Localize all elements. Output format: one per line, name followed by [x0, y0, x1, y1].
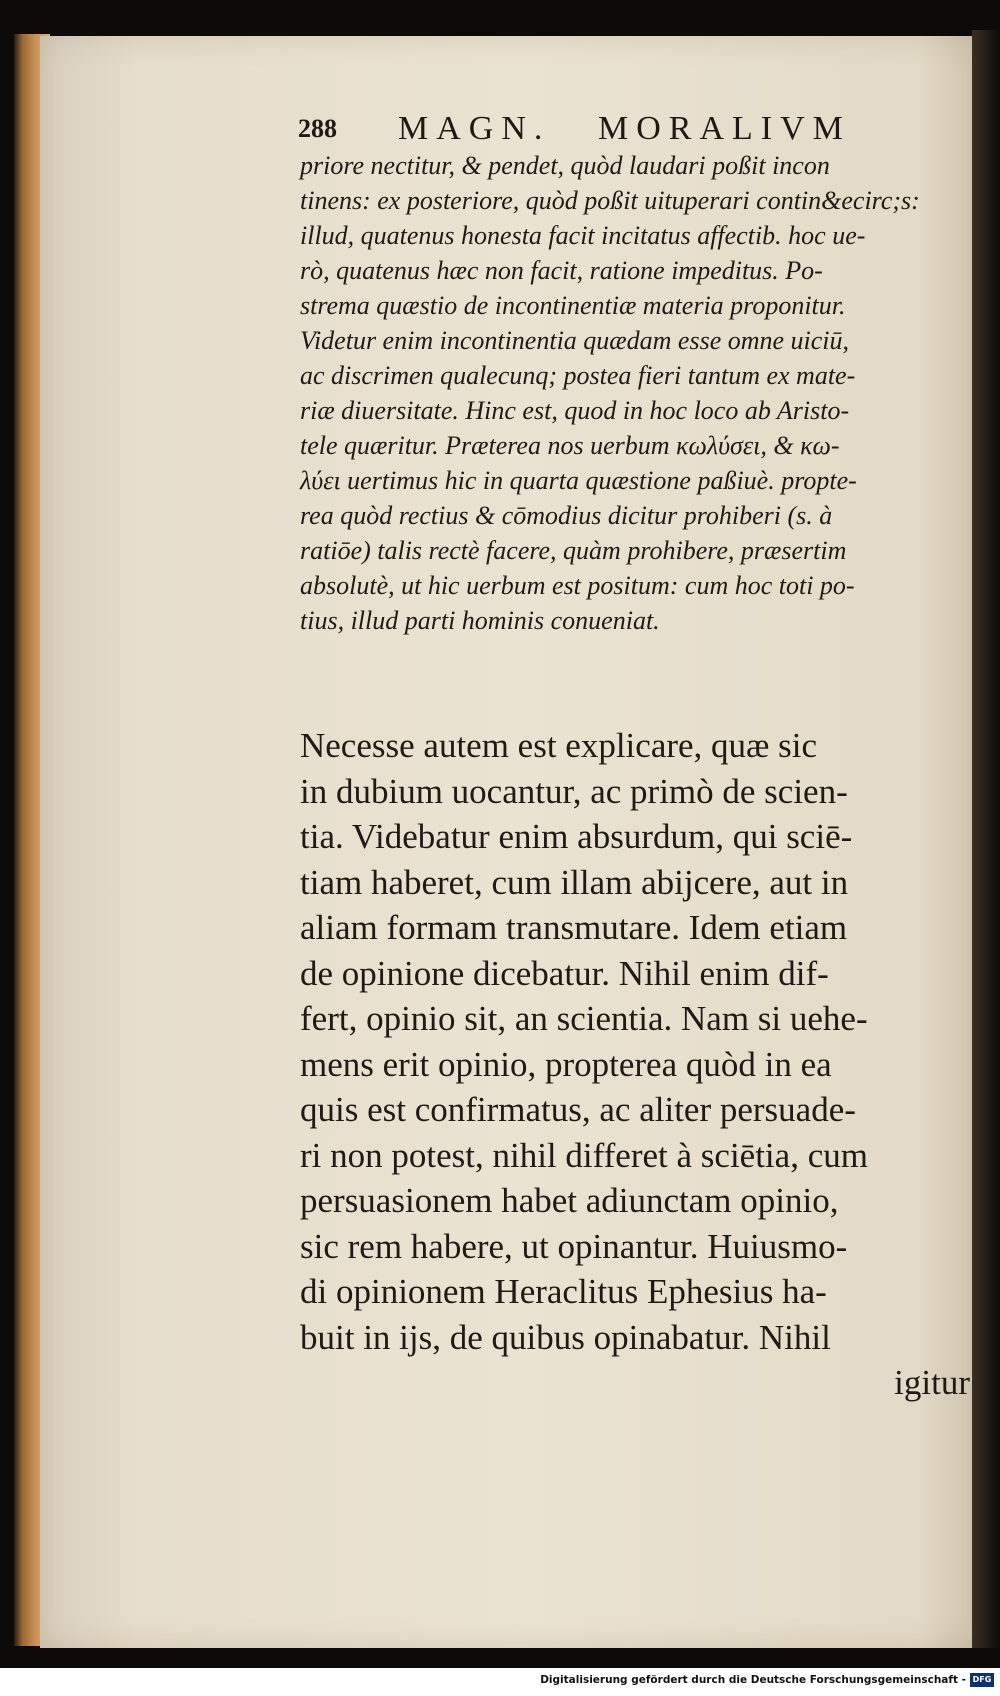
main-text-line: quis est confirmatus, ac aliter persuade-	[300, 1090, 856, 1129]
footer-credit: Digitalisierung gefördert durch die Deutsche Forschungsgemeinschaft -	[540, 1674, 966, 1686]
commentary-line: tius, illud parti hominis conueniat.	[300, 606, 660, 635]
running-title-left: MAGN.	[398, 110, 551, 147]
footer-bar	[0, 1668, 1000, 1696]
commentary-line: illud, quatenus honesta facit incitatus affectib. hoc ue-	[300, 221, 866, 250]
main-text-block	[300, 723, 970, 1406]
commentary-line: ratiōe) talis rectè facere, quàm prohibere, præsertim	[300, 536, 847, 565]
commentary-line: λύει uertimus hic in quarta quæstione paßiuè. propte-	[300, 466, 857, 495]
commentary-line: ac discrimen qualecunq; postea fieri tantum ex mate-	[300, 361, 856, 390]
commentary-line: tele quæritur. Præterea nos uerbum κωλύσει, & κω-	[300, 431, 840, 460]
commentary-line: rò, quatenus hæc non facit, ratione impeditus. Po-	[300, 256, 823, 285]
commentary-line: absolutè, ut hic uerbum est positum: cum hoc toti po-	[300, 571, 855, 600]
main-text-line: in dubium uocantur, ac primò de scien-	[300, 771, 848, 811]
main-text-line: di opinionem Heraclitus Ephesius ha-	[300, 1272, 827, 1311]
main-text-line: mens erit opinio, propterea quòd in ea	[300, 1044, 832, 1084]
dfg-logo: DFG	[970, 1673, 994, 1687]
main-text-line: ri non potest, nihil differet à sciētia, cum	[300, 1135, 868, 1175]
main-text-line: tia. Videbatur enim absurdum, qui sciē-	[300, 817, 853, 856]
main-text-line: aliam formam transmutare. Idem etiam	[300, 908, 848, 947]
main-text-line: buit in ijs, de quibus opinabatur. Nihil	[300, 1317, 831, 1357]
commentary-line: tinens: ex posteriore, quòd poßit uituperari contin&ecirc;s:	[300, 186, 920, 215]
commentary-line: riæ diuersitate. Hinc est, quod in hoc loco ab Aristo-	[300, 396, 850, 425]
catchword: igitur	[894, 1363, 970, 1402]
main-text-line: persuasionem habet adiunctam opinio,	[300, 1181, 839, 1220]
gutter-shadow	[972, 30, 1000, 1648]
main-text-line: fert, opinio sit, an scientia. Nam si uehe-	[300, 999, 868, 1038]
commentary-block	[300, 148, 970, 638]
commentary-line: rea quòd rectius & cōmodius dicitur prohiberi (s. à	[300, 501, 833, 530]
commentary-line: Videtur enim incontinentia quædam esse omne uiciū,	[300, 326, 850, 355]
main-text-line: de opinione dicebatur. Nihil enim dif-	[300, 953, 829, 993]
running-title-right: MORALIVM	[598, 110, 851, 147]
commentary-line: strema quæstio de incontinentiæ materia proponitur.	[300, 291, 846, 320]
commentary-line: priore nectitur, & pendet, quòd laudari poßit incon	[300, 151, 830, 180]
main-text-line: tiam haberet, cum illam abijcere, aut in	[300, 862, 849, 902]
main-text-line: sic rem habere, ut opinantur. Huiusmo-	[300, 1226, 848, 1266]
main-text-line: Necesse autem est explicare, quæ sic	[300, 726, 818, 765]
page-number: 288	[298, 114, 337, 143]
